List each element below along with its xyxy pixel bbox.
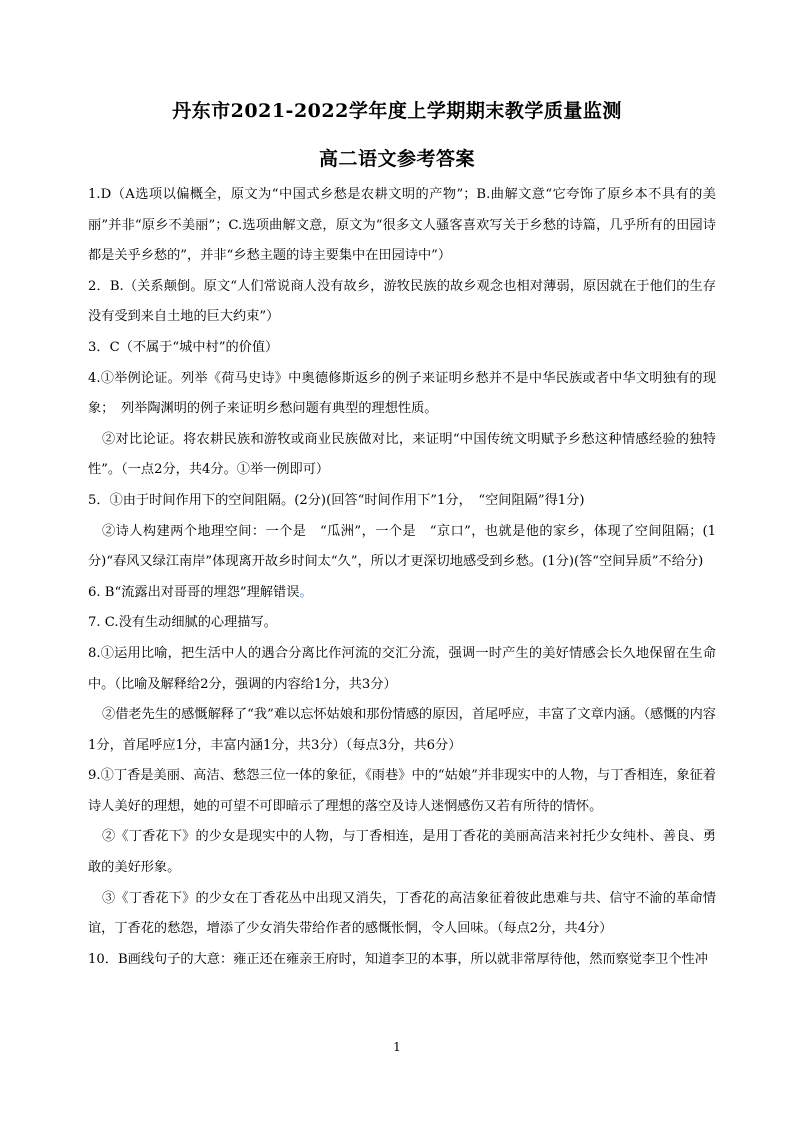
answer-6-mark: 。 xyxy=(299,584,313,600)
answer-6-text: 6. B“流露出对哥哥的埋怨”理解错误 xyxy=(88,584,300,600)
document-subtitle: 高二语文参考答案 xyxy=(318,148,475,170)
document-title: 丹东市2021-2022学年度上学期期末教学质量监测 xyxy=(172,100,622,122)
answer-7: 7. C.没有生动细腻的心理描写。 xyxy=(88,615,277,631)
answer-4-point-2: ②对比论证。将农耕民族和游牧或商业民族做对比，来证明“中国传统文明赋予乡愁这种情感经验的独特性”。（一点2分，共4分。①举一例即可） xyxy=(88,431,716,478)
answer-8-point-2: ②借老先生的感慨解释了“我”难以忘怀姑娘和那份情感的原因，首尾呼应，丰富了文章内涵。（感慨的内容1分，首尾呼应1分，丰富内涵1分，共3分）（每点3分，共6分） xyxy=(88,707,716,753)
answer-5-point-2: ②诗人构建两个地理空间：一个是 “瓜洲”，一个是 “京口”，也就是他的家乡，体现了空间阻隔；(1分)“春风又绿江南岸”体现离开故乡时间太“久”，所以才更深切地感受到乡愁。(1分)(答“空间异质”不给分) xyxy=(88,523,716,570)
answer-10: 10．B画线句子的大意：雍正还在雍亲王府时，知道李卫的本事，所以就非常厚待他，然而察觉李卫个性冲 xyxy=(88,951,708,967)
answer-5-point-1: 5．①由于时间作用下的空间阻隔。(2分)(回答“时间作用下”1分， “空间阻隔”得1分) xyxy=(88,492,585,508)
answer-9-point-1: 9.①丁香是美丽、高洁、愁怨三位一体的象征，《雨巷》中的“姑娘”并非现实中的人物，与丁香相连，象征着诗人美好的理想，她的可望不可即暗示了理想的落空及诗人迷惘感伤又若有所待的情怀。 xyxy=(88,768,716,814)
answer-1: 1.D（A选项以偏概全，原文为“中国式乡愁是农耕文明的产物”；B.曲解文意“它夸饰了原乡本不具有的美丽”并非“原乡不美丽”；C.选项曲解文意，原文为“很多文人骚客喜欢写关于乡愁的诗篇，几乎所有的田园诗都是关乎乡愁的”，并非“乡愁主题的诗主要集中在田园诗中”） xyxy=(88,187,716,264)
answer-9-point-2: ②《丁香花下》的少女是现实中的人物，与丁香相连，是用丁香花的美丽高洁来衬托少女纯朴、善良、勇敢的美好形象。 xyxy=(88,829,716,876)
page-number: 1 xyxy=(393,1040,401,1054)
answer-3: 3．C（不属于“城中村”的价值） xyxy=(88,339,279,355)
answer-6 xyxy=(88,578,716,609)
answer-8-point-1: 8.①运用比喻，把生活中人的遇合分离比作河流的交汇分流，强调一时产生的美好情感会长久地保留在生命中。（比喻及解释给2分，强调的内容给1分，共3分） xyxy=(88,645,716,692)
answer-2: 2．B.（关系颠倒。原文“人们常说商人没有故乡，游牧民族的故乡观念也相对薄弱，原因就在于他们的生存没有受到来自土地的巨大约束”） xyxy=(88,278,716,325)
answer-4-point-1: 4.①举例论证。列举《荷马史诗》中奥德修斯返乡的例子来证明乡愁并不是中华民族或者中华文明独有的现象； 列举陶渊明的例子来证明乡愁问题有典型的理想性质。 xyxy=(88,370,716,417)
answer-body xyxy=(88,180,716,975)
answer-9-point-3: ③《丁香花下》的少女在丁香花丛中出现又消失，丁香花的高洁象征着彼此患难与共、信守不渝的革命情谊，丁香花的愁怨，增添了少女消失带给作者的感慨怅惘，令人回味。（每点2分，共4分） xyxy=(88,890,716,937)
